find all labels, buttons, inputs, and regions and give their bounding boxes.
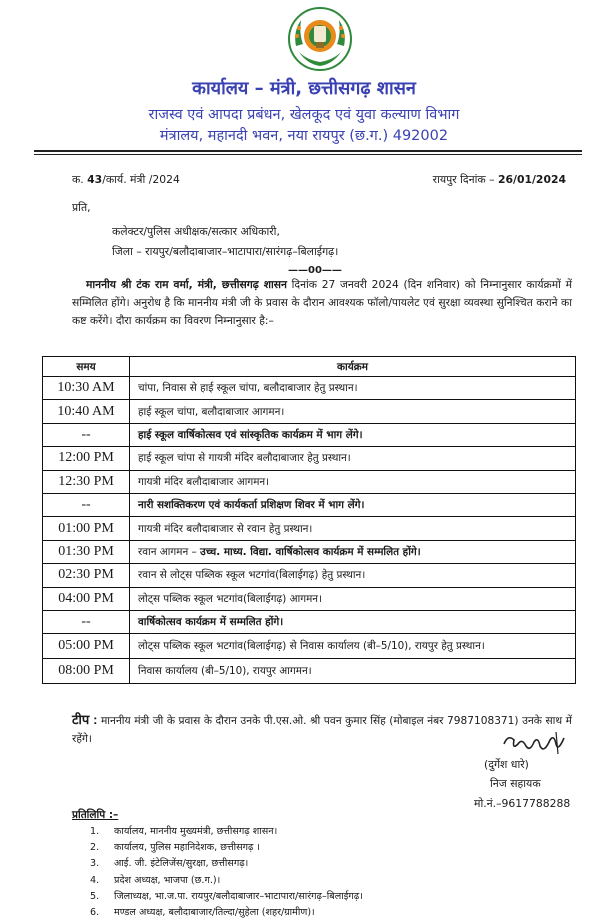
schedule-activity — [130, 540, 576, 563]
copy-number: 3. — [90, 858, 100, 870]
activity-text: निवास कार्यालय (बी–5/10), रायपुर आगमन। — [138, 665, 312, 678]
copies-list — [90, 824, 363, 920]
schedule-time: 10:30 AM — [43, 377, 130, 400]
schedule-time: 01:00 PM — [43, 517, 130, 540]
copy-number: 4. — [90, 874, 100, 886]
recipient-line-1: कलेक्टर/पुलिस अधीक्षक/सत्कार अधिकारी, — [112, 225, 280, 238]
schedule-row — [43, 659, 576, 684]
copy-item — [90, 824, 363, 840]
schedule-activity — [130, 400, 576, 423]
signature-image — [498, 726, 578, 760]
copy-number: 1. — [90, 826, 100, 837]
to-label: प्रति, — [72, 201, 91, 214]
schedule-time: 04:00 PM — [43, 587, 130, 610]
schedule-time: 01:30 PM — [43, 540, 130, 563]
copy-item — [90, 873, 363, 889]
activity-text: लोट्स पब्लिक स्कूल भटगांव(बिलाईगढ़) आगमन। — [138, 592, 323, 605]
signatory-designation: निज सहायक — [490, 777, 541, 790]
schedule-body — [43, 377, 576, 684]
schedule-row — [43, 423, 576, 446]
header-rule — [34, 150, 582, 152]
schedule-row — [43, 564, 576, 587]
schedule-row — [43, 587, 576, 610]
schedule-activity — [130, 659, 576, 684]
schedule-activity — [130, 634, 576, 659]
schedule-time: 08:00 PM — [43, 659, 130, 684]
schedule-time: -- — [43, 493, 130, 516]
signatory-mobile: मो.नं.–9617788288 — [474, 797, 571, 810]
copy-text: कार्यालय, पुलिस महानिदेशक, छत्तीसगढ़ । — [114, 842, 261, 854]
minister-name: माननीय श्री टंक राम वर्मा, मंत्री, छत्तीसगढ़ शासन — [86, 278, 287, 291]
signatory-name: (दुर्गेश धारे) — [484, 758, 529, 771]
schedule-time: -- — [43, 610, 130, 633]
schedule-time: 05:00 PM — [43, 634, 130, 659]
note-paragraph — [72, 711, 572, 748]
reference-number — [72, 172, 180, 187]
copy-text: आई. जी. इंटेलिजेंस/सुरक्षा, छत्तीसगढ़। — [114, 858, 249, 870]
schedule-time: 12:30 PM — [43, 470, 130, 493]
copy-text: कार्यालय, माननीय मुख्यमंत्री, छत्तीसगढ़ शासन। — [114, 826, 278, 837]
schedule-row — [43, 634, 576, 659]
schedule-activity — [130, 564, 576, 587]
activity-text: वार्षिकोत्सव कार्यक्रम में सम्मलित होंगे। — [138, 616, 284, 629]
recipient-line-2: जिला – रायपुर/बलौदाबाजार–भाटापारा/सारंगढ़–बिलाईगढ़। — [112, 245, 339, 258]
copies-title: प्रतिलिपि :– — [72, 809, 119, 821]
copy-number: 6. — [90, 907, 100, 919]
schedule-row — [43, 470, 576, 493]
activity-text: लोट्स पब्लिक स्कूल भटगांव(बिलाईगढ़) से निवास कार्यालय (बी–5/10), रायपुर हेतु प्रस्थान। — [138, 640, 485, 653]
schedule-row — [43, 517, 576, 540]
note-label: टीप : — [72, 712, 98, 727]
schedule-activity — [130, 493, 576, 516]
schedule-row — [43, 377, 576, 400]
activity-text: हाई स्कूल चांपा से गायत्री मंदिर बलौदाबाजार हेतु प्रस्थान। — [138, 452, 351, 465]
office-address: मंत्रालय, महानदी भवन, नया रायपुर (छ.ग.) 492002 — [159, 128, 449, 144]
date-value: 26/01/2024 — [498, 173, 566, 186]
note-text: माननीय मंत्री जी के प्रवास के दौरान उनके पी.एस.ओ. श्री पवन कुमार सिंह (मोबाइल नंबर 7987108371) उनके साथ में रहेंगे। — [72, 715, 572, 745]
schedule-activity — [130, 517, 576, 540]
copy-item — [90, 840, 363, 856]
schedule-activity — [130, 470, 576, 493]
reference-suffix: /कार्य. मंत्री /2024 — [102, 173, 180, 186]
date-label: रायपुर दिनांक – — [432, 173, 495, 186]
schedule-activity — [130, 377, 576, 400]
copy-item — [90, 856, 363, 872]
section-divider: ——00—— — [288, 265, 342, 276]
activity-text: रवान आगमन – — [138, 545, 201, 558]
time-header: समय — [43, 357, 130, 377]
activity-text: चांपा, निवास से हाई स्कूल चांपा, बलौदाबाजार हेतु प्रस्थान। — [138, 382, 358, 395]
department-name: राजस्व एवं आपदा प्रबंधन, खेलकूद एवं युवा कल्याण विभाग — [148, 107, 460, 123]
copy-text: जिलाध्यक्ष, भा.ज.पा. रायपुर/बलौदाबाजार–भाटापारा/सारंगढ़–बिलाईगढ़। — [114, 890, 363, 902]
activity-bold-text: उच्च. माध्य. विद्या. वार्षिकोत्सव कार्यक्रम में सम्मलित होंगे। — [200, 545, 421, 558]
schedule-activity — [130, 423, 576, 446]
program-header: कार्यक्रम — [130, 357, 576, 377]
activity-text: हाई स्कूल चांपा, बलौदाबाजार आगमन। — [138, 405, 285, 418]
copy-text: प्रदेश अध्यक्ष, भाजपा (छ.ग.)। — [114, 874, 221, 886]
reference-prefix: क. — [72, 173, 84, 186]
schedule-time: 12:00 PM — [43, 447, 130, 470]
intro-paragraph — [72, 276, 572, 330]
copy-number: 2. — [90, 842, 100, 854]
schedule-header-row — [43, 357, 576, 377]
activity-text: रवान से लोट्स पब्लिक स्कूल भटगांव(बिलाईगढ़) हेतु प्रस्थान। — [138, 569, 366, 582]
chhattisgarh-emblem-icon — [287, 6, 353, 72]
schedule-row — [43, 493, 576, 516]
copy-number: 5. — [90, 890, 100, 902]
schedule-row — [43, 610, 576, 633]
intro-text: दिनांक 27 जनवरी 2024 (दिन शनिवार) को निम्नानुसार कार्यक्रमों में सम्मिलित होंगे। अनुरोध है कि माननीय मंत्री जी के प्रवास के दौरान आवश्यक फॉलो/पायलेट एवं सुरक्षा व्यवस्था सुनिश्चित कराने का कष्ट करेंगे। दौरा कार्यक्रम का विवरण निम्नानुसार है:– — [72, 278, 572, 327]
schedule-table — [42, 356, 576, 684]
activity-text: गायत्री मंदिर बलौदाबाजार से रवान हेतु प्रस्थान। — [138, 522, 313, 535]
schedule-time: 10:40 AM — [43, 400, 130, 423]
schedule-row — [43, 447, 576, 470]
activity-text: गायत्री मंदिर बलौदाबाजार आगमन। — [138, 475, 270, 488]
header-rule-thin — [34, 154, 582, 155]
schedule-activity — [130, 447, 576, 470]
letter-date — [433, 172, 566, 187]
schedule-time: -- — [43, 423, 130, 446]
schedule-row — [43, 400, 576, 423]
schedule-activity — [130, 587, 576, 610]
schedule-activity — [130, 610, 576, 633]
copy-item — [90, 889, 363, 905]
schedule-time: 02:30 PM — [43, 564, 130, 587]
copy-text: मण्डल अध्यक्ष, बलौदाबाजार/तिल्दा/सुहेला (शहर/ग्रामीण)। — [114, 907, 315, 919]
copy-item — [90, 905, 363, 920]
office-title: कार्यालय – मंत्री, छत्तीसगढ़ शासन — [192, 78, 416, 99]
activity-text: नारी सशक्तिकरण एवं कार्यकर्ता प्रशिक्षण शिवर में भाग लेंगे। — [138, 499, 365, 512]
activity-text: हाई स्कूल वार्षिकोत्सव एवं सांस्कृतिक कार्यक्रम में भाग लेंगे। — [138, 428, 363, 441]
reference-no: 43 — [87, 173, 103, 186]
schedule-row — [43, 540, 576, 563]
